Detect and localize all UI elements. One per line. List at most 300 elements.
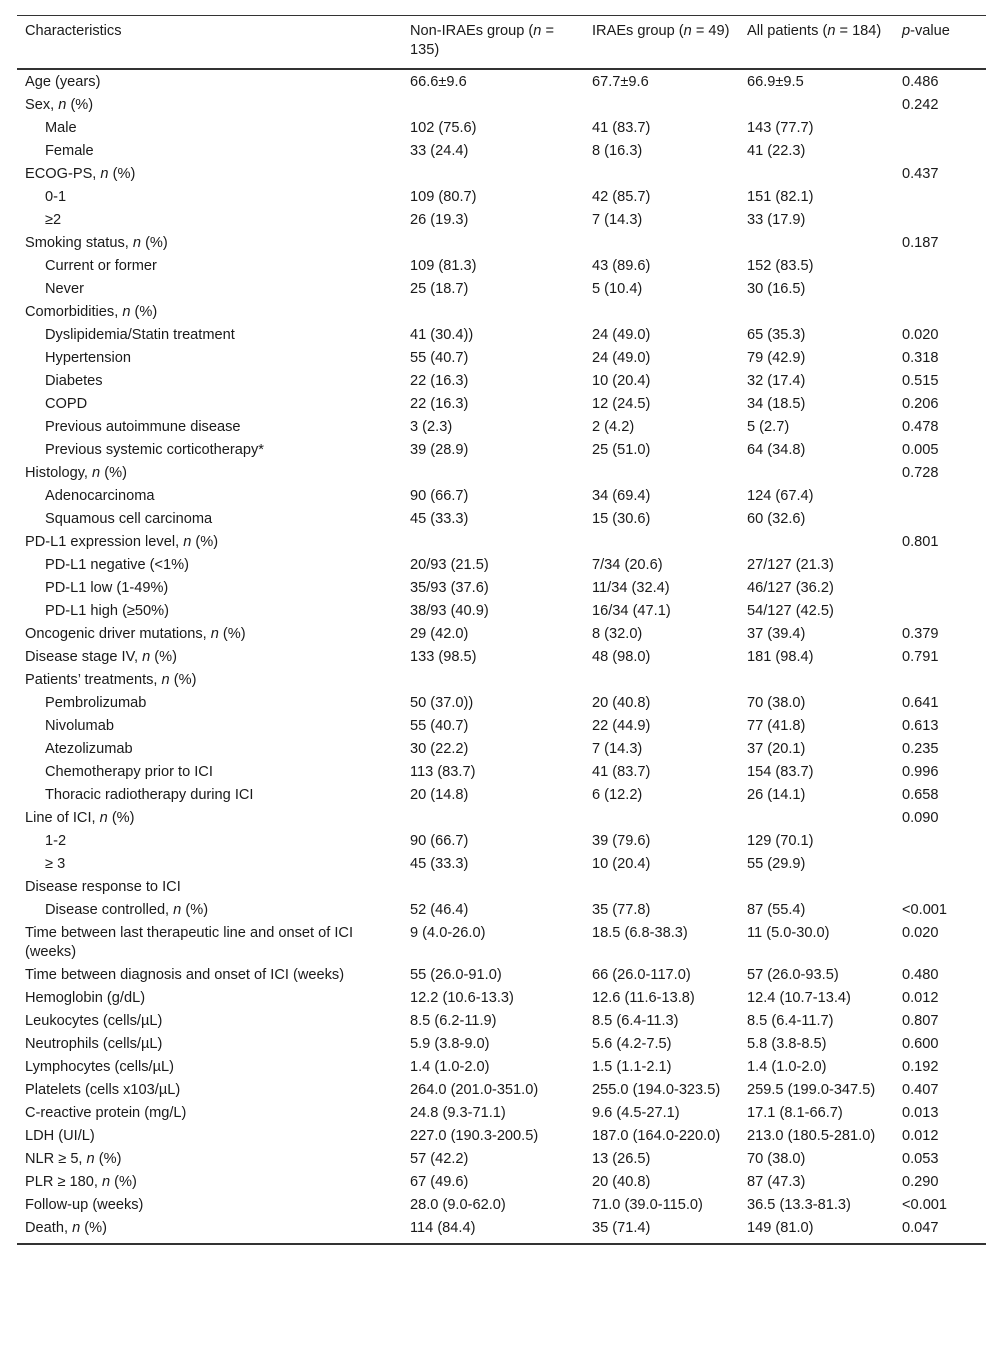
characteristic-cell	[17, 347, 402, 370]
characteristic-label: Never	[45, 281, 84, 297]
characteristic-label-tail: (%)	[66, 97, 94, 113]
table-row	[17, 1102, 986, 1125]
non-iraes-value-cell: 45 (33.3)	[410, 511, 469, 527]
header-all-n: n	[827, 23, 836, 39]
all-patients-value-cell: 27/127 (21.3)	[747, 557, 834, 573]
all-patients-value-cell: 1.4 (1.0-2.0)	[747, 1059, 827, 1075]
table-row	[17, 1148, 986, 1171]
all-patients-value-cell: 17.1 (8.1-66.7)	[747, 1105, 843, 1121]
characteristic-label: Comorbidities,	[25, 304, 123, 320]
table-header	[17, 16, 986, 70]
iraes-value-cell: 15 (30.6)	[592, 511, 651, 527]
characteristic-label: Disease response to ICI	[25, 879, 181, 895]
non-iraes-value-cell: 20 (14.8)	[410, 787, 469, 803]
iraes-value-cell	[584, 876, 739, 899]
characteristic-cell	[17, 94, 402, 117]
p-value-cell	[894, 876, 986, 899]
table-row	[17, 117, 986, 140]
table-row	[17, 163, 986, 186]
characteristic-label-italic: n	[100, 166, 109, 182]
characteristic-cell	[17, 186, 402, 209]
all-patients-value-cell: 79 (42.9)	[747, 350, 806, 366]
characteristic-label: Histology,	[25, 465, 93, 481]
p-value-cell	[894, 255, 986, 278]
header-iraes-group	[584, 16, 739, 70]
p-value-cell	[894, 853, 986, 876]
all-patients-value-cell: 34 (18.5)	[747, 396, 806, 412]
characteristic-cell	[17, 623, 402, 646]
characteristic-label: Male	[45, 120, 77, 136]
non-iraes-value-cell: 30 (22.2)	[410, 741, 469, 757]
characteristic-label: ECOG-PS,	[25, 166, 101, 182]
p-value-cell: 0.012	[902, 1128, 939, 1144]
iraes-value-cell: 5.6 (4.2-7.5)	[592, 1036, 672, 1052]
iraes-value-cell: 1.5 (1.1-2.1)	[592, 1059, 672, 1075]
all-patients-value-cell: 55 (29.9)	[747, 856, 806, 872]
non-iraes-value-cell: 38/93 (40.9)	[410, 603, 489, 619]
characteristic-label-tail: (%)	[130, 304, 158, 320]
table-row	[17, 554, 986, 577]
p-value-cell: 0.613	[902, 718, 939, 734]
all-patients-value-cell: 64 (34.8)	[747, 442, 806, 458]
table-row	[17, 853, 986, 876]
all-patients-value-cell	[739, 462, 894, 485]
all-patients-value-cell: 65 (35.3)	[747, 327, 806, 343]
p-value-cell	[894, 186, 986, 209]
table-row	[17, 623, 986, 646]
all-patients-value-cell: 5 (2.7)	[747, 419, 790, 435]
p-value-cell: 0.192	[902, 1059, 939, 1075]
non-iraes-value-cell: 45 (33.3)	[410, 856, 469, 872]
characteristic-label-italic: n	[92, 465, 101, 481]
iraes-value-cell	[584, 462, 739, 485]
iraes-value-cell: 22 (44.9)	[592, 718, 651, 734]
non-iraes-value-cell: 113 (83.7)	[410, 764, 476, 780]
non-iraes-value-cell: 109 (81.3)	[410, 258, 477, 274]
characteristic-cell	[17, 899, 402, 922]
iraes-value-cell: 8 (16.3)	[592, 143, 643, 159]
iraes-value-cell: 24 (49.0)	[592, 327, 651, 343]
header-characteristics-text: Characteristics	[25, 23, 122, 39]
non-iraes-value-cell: 102 (75.6)	[410, 120, 477, 136]
non-iraes-value-cell: 26 (19.3)	[410, 212, 469, 228]
characteristic-cell	[17, 255, 402, 278]
non-iraes-value-cell: 3 (2.3)	[410, 419, 453, 435]
iraes-value-cell: 41 (83.7)	[592, 120, 651, 136]
characteristic-label-tail: (%)	[94, 1151, 122, 1167]
characteristic-label-tail: (%)	[181, 902, 209, 918]
characteristic-label: Death,	[25, 1220, 73, 1236]
characteristic-label: Previous systemic corticotherapy*	[45, 442, 264, 458]
table-row	[17, 186, 986, 209]
characteristic-cell	[17, 416, 402, 439]
all-patients-value-cell: 33 (17.9)	[747, 212, 806, 228]
header-row	[17, 16, 986, 70]
header-iraes-suffix: = 49)	[691, 23, 730, 39]
non-iraes-value-cell: 22 (16.3)	[410, 373, 469, 389]
all-patients-value-cell: 259.5 (199.0-347.5)	[747, 1082, 876, 1098]
p-value-cell: 0.012	[902, 990, 939, 1006]
p-value-cell: 0.728	[902, 465, 939, 481]
characteristic-label: Pembrolizumab	[45, 695, 147, 711]
all-patients-value-cell: 66.9±9.5	[747, 74, 804, 90]
characteristic-cell	[17, 117, 402, 140]
characteristic-label: Dyslipidemia/Statin treatment	[45, 327, 235, 343]
p-value-cell: 0.053	[902, 1151, 939, 1167]
p-value-cell	[894, 600, 986, 623]
p-value-cell	[894, 508, 986, 531]
p-value-cell	[894, 301, 986, 324]
table-row	[17, 899, 986, 922]
p-value-cell	[894, 554, 986, 577]
non-iraes-value-cell	[402, 163, 584, 186]
characteristic-cell	[17, 209, 402, 232]
table-row	[17, 324, 986, 347]
iraes-value-cell: 34 (69.4)	[592, 488, 651, 504]
non-iraes-value-cell: 264.0 (201.0-351.0)	[410, 1082, 539, 1098]
characteristic-cell	[17, 531, 402, 554]
iraes-value-cell: 13 (26.5)	[592, 1151, 651, 1167]
non-iraes-value-cell: 39 (28.9)	[410, 442, 469, 458]
all-patients-value-cell	[739, 94, 894, 117]
characteristic-cell	[17, 715, 402, 738]
characteristic-label-italic: n	[161, 672, 170, 688]
characteristic-label-italic: n	[173, 902, 182, 918]
p-value-cell: 0.187	[902, 235, 939, 251]
non-iraes-value-cell: 57 (42.2)	[410, 1151, 469, 1167]
characteristic-cell	[17, 508, 402, 531]
non-iraes-value-cell	[402, 232, 584, 255]
non-iraes-value-cell	[402, 94, 584, 117]
all-patients-value-cell: 124 (67.4)	[747, 488, 814, 504]
all-patients-value-cell: 57 (26.0-93.5)	[747, 967, 839, 983]
iraes-value-cell	[584, 669, 739, 692]
table-row	[17, 830, 986, 853]
all-patients-value-cell	[739, 807, 894, 830]
all-patients-value-cell: 46/127 (36.2)	[747, 580, 834, 596]
p-value-cell: 0.480	[902, 967, 939, 983]
characteristic-label-tail: (%)	[169, 672, 197, 688]
iraes-value-cell	[584, 807, 739, 830]
table-row	[17, 669, 986, 692]
non-iraes-value-cell	[402, 531, 584, 554]
non-iraes-value-cell: 66.6±9.6	[410, 74, 467, 90]
characteristic-cell	[17, 69, 402, 94]
characteristic-label: Hemoglobin (g/dL)	[25, 990, 146, 1006]
characteristic-label-italic: n	[210, 626, 219, 642]
iraes-value-cell: 9.6 (4.5-27.1)	[592, 1105, 680, 1121]
characteristic-label: Current or former	[45, 258, 157, 274]
characteristic-label: PD-L1 high (≥50%)	[45, 603, 170, 619]
non-iraes-value-cell: 35/93 (37.6)	[410, 580, 489, 596]
all-patients-value-cell: 8.5 (6.4-11.7)	[747, 1013, 834, 1029]
table-row	[17, 232, 986, 255]
p-value-cell	[894, 830, 986, 853]
characteristic-label: Line of ICI,	[25, 810, 100, 826]
all-patients-value-cell: 154 (83.7)	[747, 764, 814, 780]
header-non-iraes-prefix: Non-IRAEs group (	[410, 23, 534, 39]
characteristic-cell	[17, 1056, 402, 1079]
p-value-cell: 0.801	[902, 534, 939, 550]
p-value-cell: 0.807	[902, 1013, 939, 1029]
table-row	[17, 1033, 986, 1056]
non-iraes-value-cell: 29 (42.0)	[410, 626, 469, 642]
iraes-value-cell: 41 (83.7)	[592, 764, 651, 780]
iraes-value-cell: 43 (89.6)	[592, 258, 651, 274]
all-patients-value-cell: 37 (20.1)	[747, 741, 806, 757]
non-iraes-value-cell: 109 (80.7)	[410, 189, 477, 205]
non-iraes-value-cell: 90 (66.7)	[410, 488, 469, 504]
p-value-cell: 0.407	[902, 1082, 939, 1098]
non-iraes-value-cell: 50 (37.0))	[410, 695, 474, 711]
p-value-cell: 0.013	[902, 1105, 939, 1121]
non-iraes-value-cell: 227.0 (190.3-200.5)	[410, 1128, 539, 1144]
iraes-value-cell: 10 (20.4)	[592, 373, 651, 389]
non-iraes-value-cell	[402, 669, 584, 692]
characteristic-cell	[17, 876, 402, 899]
table-row	[17, 577, 986, 600]
characteristic-cell	[17, 278, 402, 301]
characteristic-label: PD-L1 low (1-49%)	[45, 580, 169, 596]
iraes-value-cell: 35 (77.8)	[592, 902, 651, 918]
characteristic-cell	[17, 301, 402, 324]
all-patients-value-cell: 151 (82.1)	[747, 189, 814, 205]
characteristic-label: C-reactive protein (mg/L)	[25, 1105, 187, 1121]
characteristic-cell	[17, 784, 402, 807]
characteristic-cell	[17, 1079, 402, 1102]
iraes-value-cell: 24 (49.0)	[592, 350, 651, 366]
non-iraes-value-cell: 114 (84.4)	[410, 1220, 476, 1236]
iraes-value-cell: 67.7±9.6	[592, 74, 649, 90]
characteristic-label: Follow-up (weeks)	[25, 1197, 144, 1213]
header-non-iraes-n: n	[533, 23, 542, 39]
all-patients-value-cell: 181 (98.4)	[747, 649, 814, 665]
table-row	[17, 94, 986, 117]
characteristic-label: Patients’ treatments,	[25, 672, 162, 688]
header-iraes-prefix: IRAEs group (	[592, 23, 684, 39]
table-row	[17, 646, 986, 669]
p-value-cell: 0.020	[902, 925, 939, 941]
characteristic-cell	[17, 807, 402, 830]
characteristic-label-italic: n	[142, 649, 151, 665]
iraes-value-cell: 16/34 (47.1)	[592, 603, 671, 619]
p-value-cell	[894, 278, 986, 301]
characteristic-label: 0-1	[45, 189, 67, 205]
characteristic-label: Sex,	[25, 97, 59, 113]
all-patients-value-cell: 129 (70.1)	[747, 833, 814, 849]
characteristic-label: PD-L1 expression level,	[25, 534, 184, 550]
table-row	[17, 462, 986, 485]
characteristic-cell	[17, 485, 402, 508]
header-iraes-n: n	[683, 23, 692, 39]
table-row	[17, 1125, 986, 1148]
iraes-value-cell	[584, 232, 739, 255]
characteristic-cell	[17, 140, 402, 163]
all-patients-value-cell: 152 (83.5)	[747, 258, 814, 274]
characteristic-cell	[17, 646, 402, 669]
characteristic-label-tail: (%)	[150, 649, 177, 665]
non-iraes-value-cell: 9 (4.0-26.0)	[410, 925, 486, 941]
table-row	[17, 301, 986, 324]
all-patients-value-cell: 32 (17.4)	[747, 373, 806, 389]
characteristic-cell	[17, 964, 402, 987]
characteristic-label: Nivolumab	[45, 718, 114, 734]
characteristic-label: Oncogenic driver mutations,	[25, 626, 211, 642]
all-patients-value-cell	[739, 876, 894, 899]
non-iraes-value-cell	[402, 462, 584, 485]
table-row	[17, 439, 986, 462]
all-patients-value-cell: 11 (5.0-30.0)	[747, 925, 830, 941]
p-value-cell: 0.047	[902, 1220, 939, 1236]
p-value-cell: 0.658	[902, 787, 939, 803]
characteristic-cell	[17, 163, 402, 186]
characteristic-label: Chemotherapy prior to ICI	[45, 764, 213, 780]
characteristic-cell	[17, 1194, 402, 1217]
iraes-value-cell	[584, 301, 739, 324]
header-all-prefix: All patients (	[747, 23, 828, 39]
table-row	[17, 738, 986, 761]
iraes-value-cell: 20 (40.8)	[592, 695, 651, 711]
characteristic-label: Age (years)	[25, 74, 101, 90]
table-row	[17, 140, 986, 163]
characteristic-cell	[17, 1033, 402, 1056]
p-value-cell	[894, 117, 986, 140]
table-row	[17, 1079, 986, 1102]
non-iraes-value-cell: 55 (40.7)	[410, 350, 469, 366]
non-iraes-value-cell: 52 (46.4)	[410, 902, 469, 918]
non-iraes-value-cell	[402, 301, 584, 324]
non-iraes-value-cell: 20/93 (21.5)	[410, 557, 489, 573]
characteristic-cell	[17, 232, 402, 255]
characteristic-cell	[17, 577, 402, 600]
p-value-cell: 0.090	[902, 810, 939, 826]
characteristic-label: Disease stage IV,	[25, 649, 143, 665]
table-row	[17, 278, 986, 301]
table-row	[17, 600, 986, 623]
characteristic-cell	[17, 1010, 402, 1033]
non-iraes-value-cell: 55 (26.0-91.0)	[410, 967, 502, 983]
p-value-cell: 0.005	[902, 442, 939, 458]
non-iraes-value-cell: 1.4 (1.0-2.0)	[410, 1059, 490, 1075]
characteristic-label: Time between diagnosis and onset of ICI (weeks)	[25, 967, 345, 983]
characteristic-cell	[17, 600, 402, 623]
all-patients-value-cell: 70 (38.0)	[747, 1151, 806, 1167]
iraes-value-cell: 66 (26.0-117.0)	[592, 967, 691, 983]
iraes-value-cell: 255.0 (194.0-323.5)	[592, 1082, 721, 1098]
non-iraes-value-cell: 25 (18.7)	[410, 281, 469, 297]
characteristic-label-tail: (%)	[191, 534, 219, 550]
all-patients-value-cell: 41 (22.3)	[747, 143, 806, 159]
iraes-value-cell: 25 (51.0)	[592, 442, 651, 458]
characteristic-label-tail: (%)	[107, 810, 135, 826]
p-value-cell: 0.206	[902, 396, 939, 412]
characteristic-cell	[17, 830, 402, 853]
all-patients-value-cell: 149 (81.0)	[747, 1220, 814, 1236]
characteristic-label: Smoking status,	[25, 235, 133, 251]
characteristic-cell	[17, 761, 402, 784]
p-value-cell: 0.641	[902, 695, 939, 711]
characteristic-label-tail: (%)	[100, 465, 127, 481]
p-value-cell: 0.242	[902, 97, 939, 113]
characteristic-cell	[17, 669, 402, 692]
table-row	[17, 807, 986, 830]
characteristic-label: Adenocarcinoma	[45, 488, 155, 504]
characteristic-cell	[17, 1102, 402, 1125]
characteristic-label: Disease controlled,	[45, 902, 174, 918]
characteristic-label: COPD	[45, 396, 88, 412]
table-row	[17, 209, 986, 232]
non-iraes-value-cell: 133 (98.5)	[410, 649, 477, 665]
p-value-cell: 0.020	[902, 327, 939, 343]
p-value-cell	[894, 577, 986, 600]
non-iraes-value-cell: 22 (16.3)	[410, 396, 469, 412]
iraes-value-cell: 2 (4.2)	[592, 419, 635, 435]
all-patients-value-cell: 26 (14.1)	[747, 787, 806, 803]
characteristic-cell	[17, 853, 402, 876]
all-patients-value-cell: 213.0 (180.5-281.0)	[747, 1128, 876, 1144]
characteristic-label: Atezolizumab	[45, 741, 133, 757]
iraes-value-cell: 12 (24.5)	[592, 396, 651, 412]
characteristic-label: PLR ≥ 180,	[25, 1174, 102, 1190]
table-row	[17, 1217, 986, 1244]
table-row	[17, 255, 986, 278]
table-row	[17, 1171, 986, 1194]
p-value-cell	[894, 485, 986, 508]
characteristic-cell	[17, 1217, 402, 1244]
characteristic-cell	[17, 393, 402, 416]
header-p-suffix: -value	[910, 23, 950, 39]
characteristic-label: Neutrophils (cells/µL)	[25, 1036, 163, 1052]
characteristic-cell	[17, 738, 402, 761]
p-value-cell: 0.600	[902, 1036, 939, 1052]
characteristic-cell	[17, 370, 402, 393]
characteristic-cell	[17, 1171, 402, 1194]
table-row	[17, 1194, 986, 1217]
all-patients-value-cell: 143 (77.7)	[747, 120, 814, 136]
table-row	[17, 531, 986, 554]
non-iraes-value-cell: 41 (30.4))	[410, 327, 474, 343]
p-value-cell	[894, 209, 986, 232]
iraes-value-cell: 35 (71.4)	[592, 1220, 651, 1236]
iraes-value-cell: 7 (14.3)	[592, 212, 643, 228]
characteristic-label-italic: n	[86, 1151, 95, 1167]
header-non-iraes-suffix: = 135)	[410, 23, 554, 58]
all-patients-value-cell: 87 (47.3)	[747, 1174, 806, 1190]
all-patients-value-cell	[739, 232, 894, 255]
all-patients-value-cell: 60 (32.6)	[747, 511, 806, 527]
non-iraes-value-cell: 90 (66.7)	[410, 833, 469, 849]
iraes-value-cell: 20 (40.8)	[592, 1174, 651, 1190]
characteristic-label-tail: (%)	[110, 1174, 137, 1190]
characteristic-cell	[17, 692, 402, 715]
iraes-value-cell	[584, 163, 739, 186]
all-patients-value-cell	[739, 531, 894, 554]
iraes-value-cell: 18.5 (6.8-38.3)	[592, 925, 688, 941]
characteristic-label: LDH (UI/L)	[25, 1128, 95, 1144]
iraes-value-cell: 12.6 (11.6-13.8)	[592, 990, 695, 1006]
table-row	[17, 922, 986, 964]
header-p-value	[894, 16, 986, 70]
all-patients-value-cell: 70 (38.0)	[747, 695, 806, 711]
non-iraes-value-cell: 8.5 (6.2-11.9)	[410, 1013, 497, 1029]
table-row	[17, 784, 986, 807]
non-iraes-value-cell: 12.2 (10.6-13.3)	[410, 990, 514, 1006]
characteristic-label: Previous autoimmune disease	[45, 419, 241, 435]
iraes-value-cell: 187.0 (164.0-220.0)	[592, 1128, 721, 1144]
characteristic-label: Female	[45, 143, 94, 159]
characteristic-cell	[17, 987, 402, 1010]
table-row	[17, 347, 986, 370]
